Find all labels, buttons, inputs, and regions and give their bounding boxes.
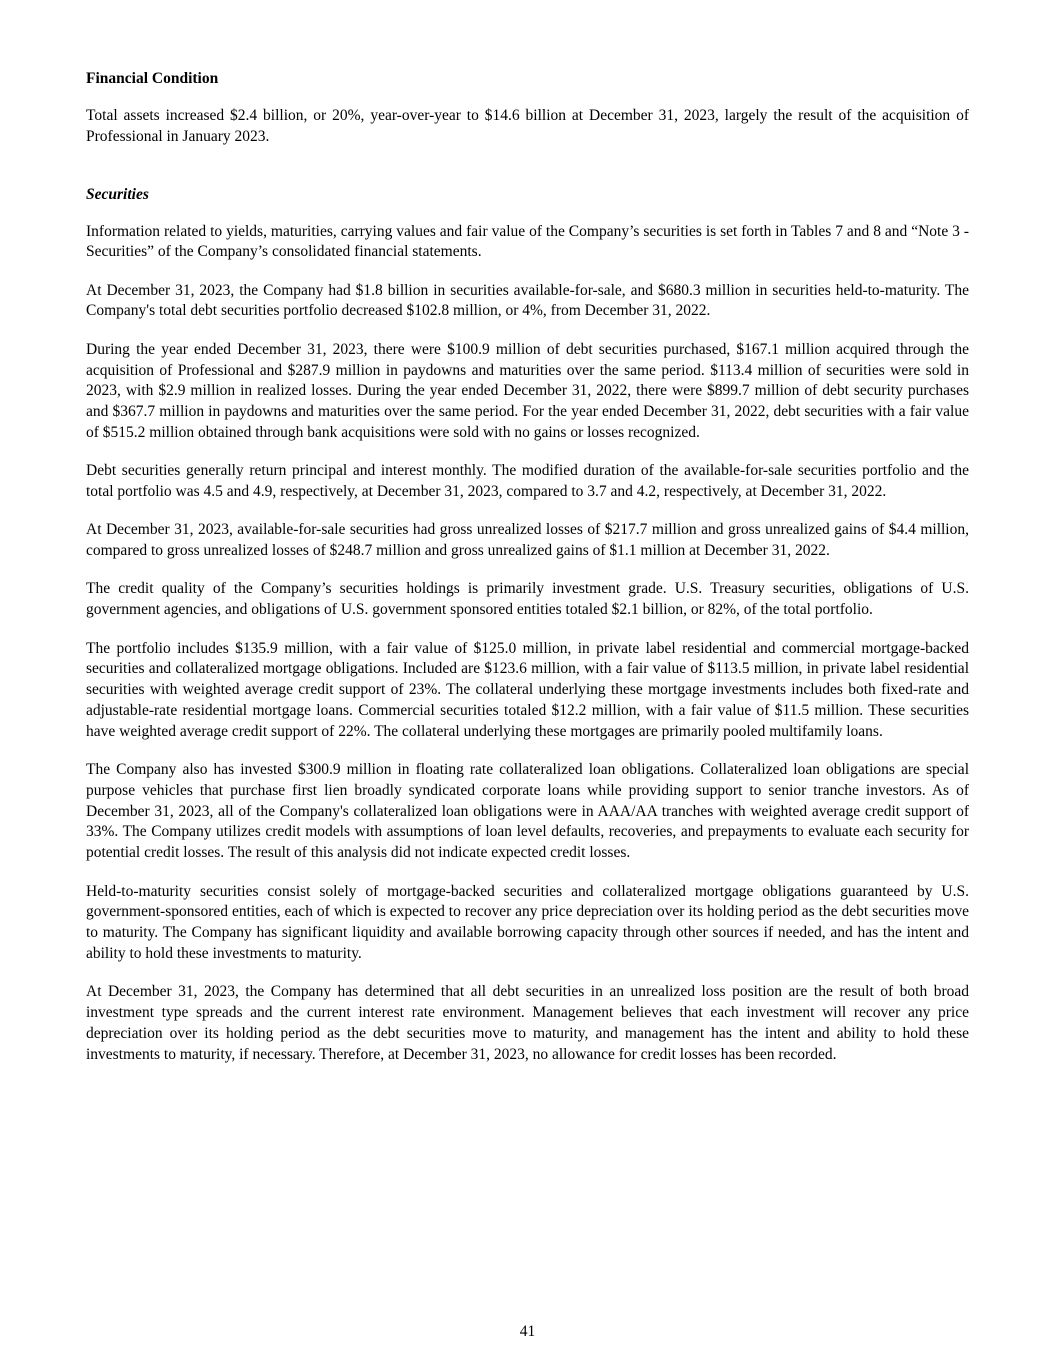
paragraph: Held-to-maturity securities consist solely of mortgage-backed securities and collateralized mortgage obligations guaranteed by U.S. government-sponsored entities, each of which is expected to recover any price depreciation over its holding period as the debt securities move to maturity. The Company has significant liquidity and available borrowing capacity through other sources if needed, and has the intent and ability to hold these investments to maturity. bbox=[86, 882, 969, 962]
paragraph: Information related to yields, maturities, carrying values and fair value of the Company’s securities is set forth in Tables 7 and 8 and “Note 3 - Securities” of the Company’s consolidated financial statements. bbox=[86, 222, 969, 261]
paragraph: During the year ended December 31, 2023, there were $100.9 million of debt securities purchased, $167.1 million acquired through the acquisition of Professional and $287.9 million in paydowns and maturities over the same period. $113.4 million of securities were sold in 2023, with $2.9 million in realized losses. During the year ended December 31, 2022, there were $899.7 million of debt security purchases and $367.7 million in paydowns and maturities over the same period. For the year ended December 31, 2022, debt securities with a fair value of $515.2 million obtained through bank acquisitions were sold with no gains or losses recognized. bbox=[86, 340, 969, 441]
paragraph: At December 31, 2023, available-for-sale securities had gross unrealized losses of $217.7 million and gross unrealized gains of $4.4 million, compared to gross unrealized losses of $248.7 million and gross unrealized gains of $1.1 million at December 31, 2022. bbox=[86, 521, 969, 560]
section-heading: Financial Condition bbox=[86, 70, 219, 87]
page-number: 41 bbox=[519, 1323, 536, 1340]
paragraph: At December 31, 2023, the Company has determined that all debt securities in an unrealized loss position are the result of both broad investment type spreads and the current interest rate environment. Management believes that each investment will recover any price depreciation over its holding period as the debt securities move to maturity, and management has the intent and ability to hold these investments to maturity, if necessary. Therefore, at December 31, 2023, no allowance for credit losses has been recorded. bbox=[86, 983, 969, 1063]
paragraph: At December 31, 2023, the Company had $1.8 billion in securities available-for-sale, and $680.3 million in securities held-to-maturity. The Company's total debt securities portfolio decreased $102.8 million, or 4%, from December 31, 2022. bbox=[86, 281, 969, 320]
paragraph: Debt securities generally return principal and interest monthly. The modified duration of the available-for-sale securities portfolio and the total portfolio was 4.5 and 4.9, respectively, at December 31, 2023, compared to 3.7 and 4.2, respectively, at December 31, 2022. bbox=[86, 462, 969, 501]
securities-subheading: Securities bbox=[86, 185, 149, 203]
document-page bbox=[86, 68, 969, 1083]
intro-paragraph: Total assets increased $2.4 billion, or 20%, year-over-year to $14.6 billion at December 31, 2023, largely the result of the acquisition of Professional in January 2023. bbox=[86, 107, 969, 145]
paragraph: The credit quality of the Company’s securities holdings is primarily investment grade. U.S. Treasury securities, obligations of U.S. government agencies, and obligations of U.S. government sponsored entities totaled $2.1 billion, or 82%, of the total portfolio. bbox=[86, 580, 969, 619]
paragraph: The Company also has invested $300.9 million in floating rate collateralized loan obligations. Collateralized loan obligations are special purpose vehicles that purchase first lien broadly syndicated corporate loans while providing support to senior tranche investors. As of December 31, 2023, all of the Company's collateralized loan obligations were in AAA/AA tranches with weighted average credit support of 33%. The Company utilizes credit models with assumptions of loan level defaults, recoveries, and prepayments to evaluate each security for potential credit losses. The result of this analysis did not indicate expected credit losses. bbox=[86, 761, 969, 862]
paragraph: The portfolio includes $135.9 million, with a fair value of $125.0 million, in private label residential and commercial mortgage-backed securities and collateralized mortgage obligations. Included are $123.6 million, with a fair value of $113.5 million, in private label residential securities with weighted average credit support of 23%. The collateral underlying these mortgage investments includes both fixed-rate and adjustable-rate residential mortgage loans. Commercial securities totaled $12.2 million, with a fair value of $11.5 million. These securities have weighted average credit support of 22%. The collateral underlying these mortgages are primarily pooled multifamily loans. bbox=[86, 639, 969, 740]
